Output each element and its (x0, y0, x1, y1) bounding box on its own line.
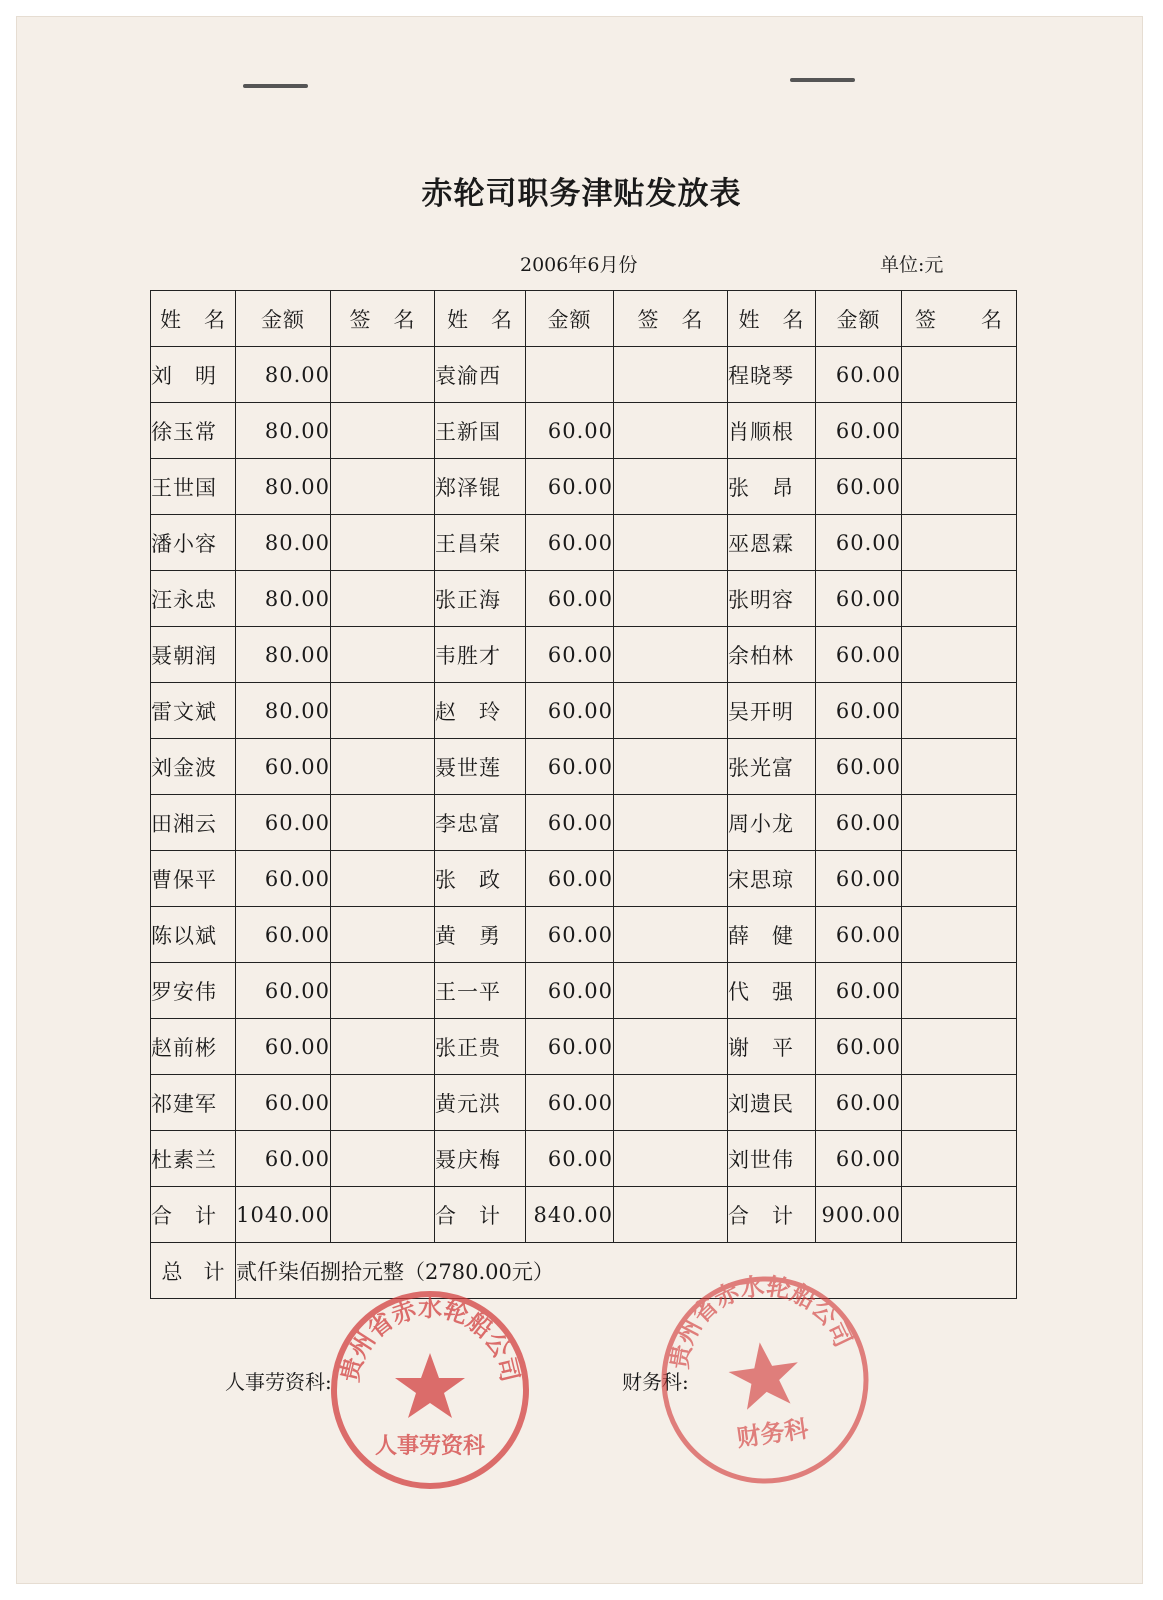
signature-cell (614, 907, 728, 963)
table-row (151, 851, 1017, 907)
amount-cell: 60.00 (526, 795, 614, 851)
name-cell: 王昌荣 (435, 515, 526, 571)
name-cell: 潘小容 (151, 515, 236, 571)
name-cell: 罗安伟 (151, 963, 236, 1019)
signature-cell (614, 515, 728, 571)
table-row (151, 515, 1017, 571)
amount-cell: 60.00 (236, 963, 331, 1019)
amount-cell: 60.00 (816, 851, 902, 907)
finance-dept-label: 财务科: (622, 1370, 689, 1394)
signature-cell (902, 1187, 1017, 1243)
allowance-table (150, 290, 1017, 1299)
signature-cell (902, 571, 1017, 627)
amount-cell: 80.00 (236, 683, 331, 739)
staple-mark-left (243, 84, 308, 88)
subtotal-label: 合 计 (151, 1187, 236, 1243)
table-row (151, 347, 1017, 403)
name-cell: 赵 玲 (435, 683, 526, 739)
amount-cell: 60.00 (526, 1019, 614, 1075)
name-cell: 刘 明 (151, 347, 236, 403)
column-header: 姓 名 (728, 291, 816, 347)
amount-cell: 60.00 (816, 739, 902, 795)
amount-cell: 60.00 (816, 683, 902, 739)
name-cell: 汪永忠 (151, 571, 236, 627)
table-row (151, 571, 1017, 627)
signature-cell (331, 459, 435, 515)
currency-unit: 单位:元 (880, 254, 944, 276)
signature-cell (614, 963, 728, 1019)
stamp-right-outer: 贵州省赤水轮船公司 (664, 1271, 859, 1372)
amount-cell: 60.00 (236, 795, 331, 851)
grand-total-value: 贰仟柒佰捌拾元整（2780.00元） (236, 1243, 1017, 1299)
name-cell: 聂世莲 (435, 739, 526, 795)
name-cell: 张 昂 (728, 459, 816, 515)
table-row (151, 963, 1017, 1019)
table-body (151, 291, 1017, 1299)
name-cell: 王新国 (435, 403, 526, 459)
name-cell: 薛 健 (728, 907, 816, 963)
header-row (151, 291, 1017, 347)
name-cell: 代 强 (728, 963, 816, 1019)
table-row (151, 1019, 1017, 1075)
signature-cell (614, 1131, 728, 1187)
signature-cell (902, 1075, 1017, 1131)
signature-cell (614, 739, 728, 795)
stamp-left-outer: 贵州省赤水轮船公司 (334, 1293, 526, 1385)
amount-cell: 60.00 (526, 963, 614, 1019)
signature-cell (331, 571, 435, 627)
staple-mark-right (790, 78, 855, 82)
table-row (151, 739, 1017, 795)
amount-cell: 60.00 (816, 1131, 902, 1187)
amount-cell: 60.00 (526, 1075, 614, 1131)
subtotal-amount: 840.00 (526, 1187, 614, 1243)
amount-cell: 60.00 (816, 907, 902, 963)
amount-cell: 60.00 (526, 683, 614, 739)
signature-cell (614, 571, 728, 627)
stamp-right-inner: 财务科 (734, 1413, 811, 1453)
signature-cell (902, 515, 1017, 571)
name-cell: 袁渝西 (435, 347, 526, 403)
amount-cell: 60.00 (816, 571, 902, 627)
subtotal-row (151, 1187, 1017, 1243)
column-header: 签 名 (331, 291, 435, 347)
name-cell: 余柏林 (728, 627, 816, 683)
name-cell: 黄元洪 (435, 1075, 526, 1131)
amount-cell: 60.00 (236, 739, 331, 795)
table-row (151, 627, 1017, 683)
column-header: 签 名 (614, 291, 728, 347)
column-header: 金额 (526, 291, 614, 347)
name-cell: 徐玉常 (151, 403, 236, 459)
table-row (151, 683, 1017, 739)
signature-cell (331, 963, 435, 1019)
signature-cell (902, 459, 1017, 515)
name-cell: 张正海 (435, 571, 526, 627)
name-cell: 张明容 (728, 571, 816, 627)
signature-cell (614, 1187, 728, 1243)
signature-cell (902, 627, 1017, 683)
amount-cell: 60.00 (526, 627, 614, 683)
subtotal-label: 合 计 (435, 1187, 526, 1243)
amount-cell: 60.00 (816, 795, 902, 851)
table-row (151, 1075, 1017, 1131)
name-cell: 张 政 (435, 851, 526, 907)
signature-cell (902, 403, 1017, 459)
signature-cell (331, 403, 435, 459)
signature-cell (331, 627, 435, 683)
name-cell: 宋思琼 (728, 851, 816, 907)
amount-cell: 60.00 (816, 515, 902, 571)
amount-cell: 60.00 (816, 459, 902, 515)
amount-cell: 80.00 (236, 347, 331, 403)
signature-cell (331, 515, 435, 571)
name-cell: 聂朝润 (151, 627, 236, 683)
name-cell: 聂庆梅 (435, 1131, 526, 1187)
name-cell: 王世国 (151, 459, 236, 515)
personnel-dept-label: 人事劳资科: (225, 1370, 332, 1394)
amount-cell: 60.00 (526, 515, 614, 571)
name-cell: 谢 平 (728, 1019, 816, 1075)
signature-cell (902, 795, 1017, 851)
subtotal-amount: 1040.00 (236, 1187, 331, 1243)
signature-cell (902, 907, 1017, 963)
star-icon (395, 1353, 465, 1418)
amount-cell: 60.00 (236, 1075, 331, 1131)
table-row (151, 907, 1017, 963)
name-cell: 祁建军 (151, 1075, 236, 1131)
amount-cell: 80.00 (236, 571, 331, 627)
name-cell: 张光富 (728, 739, 816, 795)
name-cell: 杜素兰 (151, 1131, 236, 1187)
name-cell: 程晓琴 (728, 347, 816, 403)
name-cell: 吴开明 (728, 683, 816, 739)
name-cell: 刘金波 (151, 739, 236, 795)
name-cell: 王一平 (435, 963, 526, 1019)
amount-cell: 60.00 (816, 403, 902, 459)
amount-cell: 80.00 (236, 459, 331, 515)
document-title: 赤轮司职务津贴发放表 (421, 176, 742, 212)
signature-cell (331, 739, 435, 795)
amount-cell: 60.00 (526, 403, 614, 459)
signature-cell (331, 851, 435, 907)
amount-cell: 60.00 (526, 459, 614, 515)
stamp-left-inner: 人事劳资科 (374, 1433, 486, 1459)
amount-cell: 60.00 (526, 739, 614, 795)
table-row (151, 795, 1017, 851)
column-header: 姓 名 (435, 291, 526, 347)
amount-cell (526, 347, 614, 403)
document-date: 2006年6月份 (520, 254, 638, 276)
amount-cell: 60.00 (526, 851, 614, 907)
signature-cell (902, 963, 1017, 1019)
signature-cell (614, 683, 728, 739)
grand-total-row (151, 1243, 1017, 1299)
column-header: 姓 名 (151, 291, 236, 347)
name-cell: 黄 勇 (435, 907, 526, 963)
amount-cell: 80.00 (236, 515, 331, 571)
amount-cell: 60.00 (236, 851, 331, 907)
amount-cell: 60.00 (236, 1019, 331, 1075)
name-cell: 周小龙 (728, 795, 816, 851)
signature-cell (614, 403, 728, 459)
amount-cell: 80.00 (236, 627, 331, 683)
signature-cell (331, 795, 435, 851)
finance-dept-stamp (655, 1270, 875, 1490)
amount-cell: 60.00 (526, 1131, 614, 1187)
signature-cell (614, 795, 728, 851)
signature-cell (902, 347, 1017, 403)
name-cell: 韦胜才 (435, 627, 526, 683)
name-cell: 郑泽锟 (435, 459, 526, 515)
name-cell: 李忠富 (435, 795, 526, 851)
signature-cell (614, 627, 728, 683)
signature-cell (614, 459, 728, 515)
signature-cell (331, 1187, 435, 1243)
name-cell: 曹保平 (151, 851, 236, 907)
signature-cell (331, 1131, 435, 1187)
signature-cell (331, 347, 435, 403)
amount-cell: 60.00 (816, 963, 902, 1019)
signature-cell (902, 683, 1017, 739)
amount-cell: 60.00 (816, 1019, 902, 1075)
amount-cell: 60.00 (236, 1131, 331, 1187)
amount-cell: 60.00 (526, 571, 614, 627)
column-header: 签 名 (902, 291, 1017, 347)
name-cell: 雷文斌 (151, 683, 236, 739)
amount-cell: 60.00 (526, 907, 614, 963)
signature-cell (902, 1131, 1017, 1187)
amount-cell: 80.00 (236, 403, 331, 459)
grand-total-label: 总 计 (151, 1243, 236, 1299)
signature-cell (331, 907, 435, 963)
signature-cell (331, 1019, 435, 1075)
subtotal-label: 合 计 (728, 1187, 816, 1243)
subtotal-amount: 900.00 (816, 1187, 902, 1243)
signature-cell (331, 1075, 435, 1131)
signature-cell (614, 347, 728, 403)
signature-cell (614, 851, 728, 907)
amount-cell: 60.00 (816, 1075, 902, 1131)
signature-cell (902, 851, 1017, 907)
signature-cell (331, 683, 435, 739)
amount-cell: 60.00 (816, 347, 902, 403)
star-icon (725, 1337, 803, 1411)
column-header: 金额 (816, 291, 902, 347)
name-cell: 肖顺根 (728, 403, 816, 459)
table-row (151, 1131, 1017, 1187)
signature-cell (614, 1019, 728, 1075)
name-cell: 刘世伟 (728, 1131, 816, 1187)
name-cell: 张正贵 (435, 1019, 526, 1075)
column-header: 金额 (236, 291, 331, 347)
personnel-dept-stamp (325, 1285, 535, 1495)
name-cell: 田湘云 (151, 795, 236, 851)
name-cell: 刘遗民 (728, 1075, 816, 1131)
signature-cell (614, 1075, 728, 1131)
table-row (151, 403, 1017, 459)
name-cell: 陈以斌 (151, 907, 236, 963)
signature-cell (902, 739, 1017, 795)
table-row (151, 459, 1017, 515)
name-cell: 巫恩霖 (728, 515, 816, 571)
amount-cell: 60.00 (816, 627, 902, 683)
amount-cell: 60.00 (236, 907, 331, 963)
name-cell: 赵前彬 (151, 1019, 236, 1075)
signature-cell (902, 1019, 1017, 1075)
